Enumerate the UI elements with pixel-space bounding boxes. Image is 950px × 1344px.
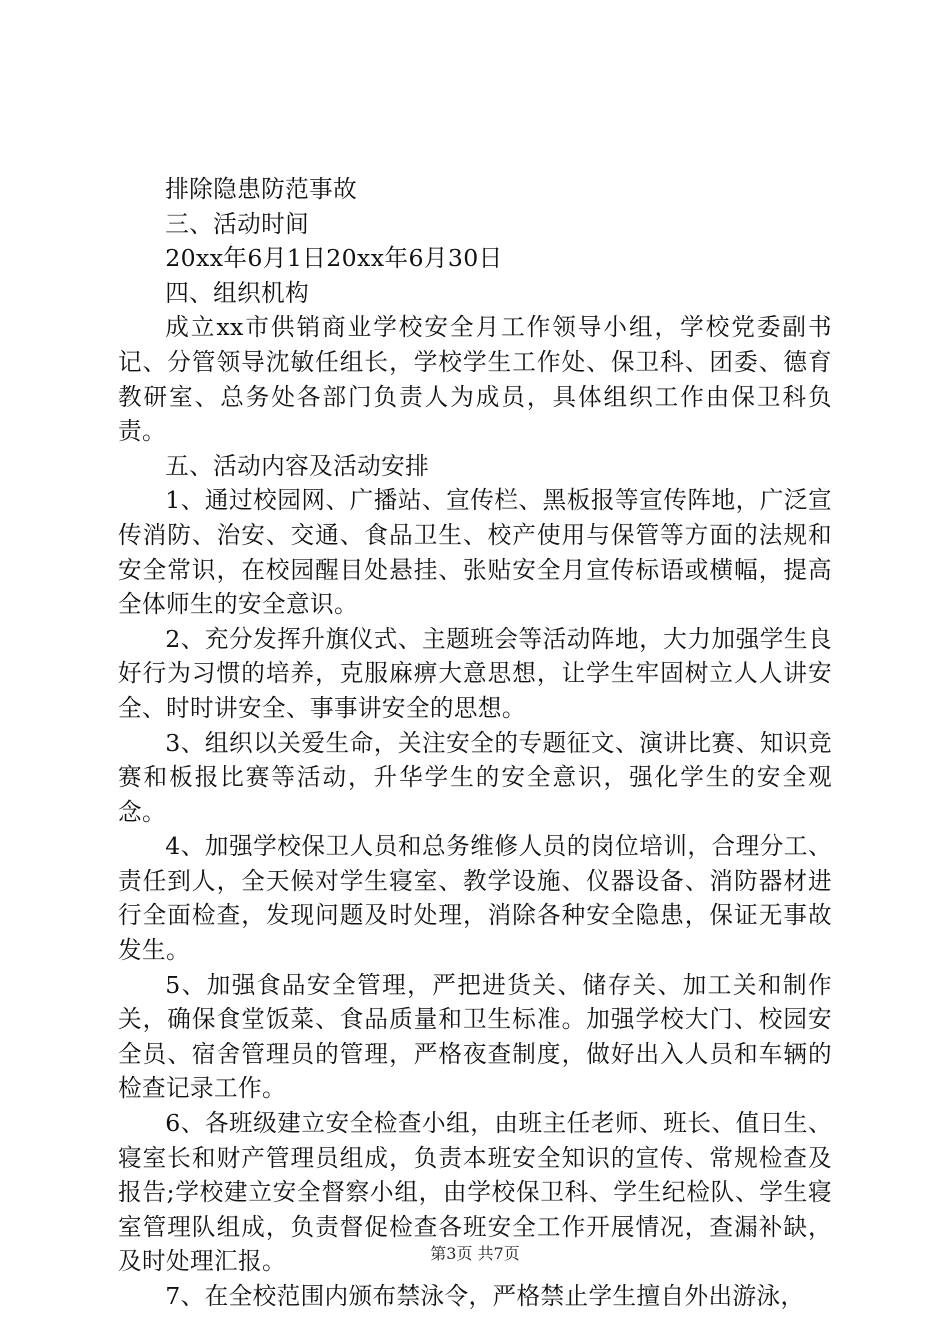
- document-body: [118, 172, 832, 1314]
- page-number-footer: 第3页 共7页: [430, 1244, 520, 1263]
- paragraph-item-6: 6、各班级建立安全检查小组，由班主任老师、班长、值日生、寝室长和财产管理员组成，负责本班安全知识的宣传、常规检查及报告;学校建立安全督察小组，由学校保卫科、学生纪检队、学生寝室管理队组成，负责督促检查各班安全工作开展情况，查漏补缺，及时处理汇报。: [118, 1109, 832, 1276]
- section-heading-organization: 四、组织机构: [165, 278, 310, 307]
- paragraph-item-3: 3、组织以关爱生命，关注安全的专题征文、演讲比赛、知识竞赛和板报比赛等活动，升华学生的安全意识，强化学生的安全观念。: [118, 728, 832, 826]
- paragraph-item-2: 2、充分发挥升旗仪式、主题班会等活动阵地，大力加强学生良好行为习惯的培养，克服麻痹大意思想，让学生牢固树立人人讲安全、时时讲安全、事事讲安全的思想。: [118, 624, 832, 722]
- paragraph-item-5: 5、加强食品安全管理，严把进货关、储存关、加工关和制作关，确保食堂饭菜、食品质量和卫生标准。加强学校大门、校园安全员、宿舍管理员的管理，严格夜查制度，做好出入人员和车辆的检查记录工作。: [118, 970, 832, 1103]
- paragraph-heading-1: 排除隐患防范事故: [165, 175, 358, 203]
- paragraph-item-1: 1、通过校园网、广播站、宣传栏、黑板报等宣传阵地，广泛宣传消防、治安、交通、食品卫生、校产使用与保管等方面的法规和安全常识，在校园醒目处悬挂、张贴安全月宣传标语或横幅，提高全体师生的安全意识。: [118, 486, 832, 619]
- paragraph-item-4: 4、加强学校保卫人员和总务维修人员的岗位培训，合理分工、责任到人，全天候对学生寝室、教学设施、仪器设备、消防器材进行全面检查，发现问题及时处理，消除各种安全隐患，保证无事故发生。: [118, 832, 832, 965]
- section-heading-activity-time: 三、活动时间: [165, 209, 310, 238]
- paragraph-organization: 成立xx市供销商业学校安全月工作领导小组，学校党委副书记、分管领导沈敏任组长，学校学生工作处、保卫科、团委、德育教研室、总务处各部门负责人为成员，具体组织工作由保卫科负责。: [118, 313, 832, 446]
- paragraph-activity-dates: 20xx年6月1日20xx年6月30日: [165, 244, 503, 273]
- section-heading-activity-content: 五、活动内容及活动安排: [165, 451, 430, 480]
- paragraph-item-7: 7、在全校范围内颁布禁泳令，严格禁止学生擅自外出游泳，: [165, 1282, 805, 1310]
